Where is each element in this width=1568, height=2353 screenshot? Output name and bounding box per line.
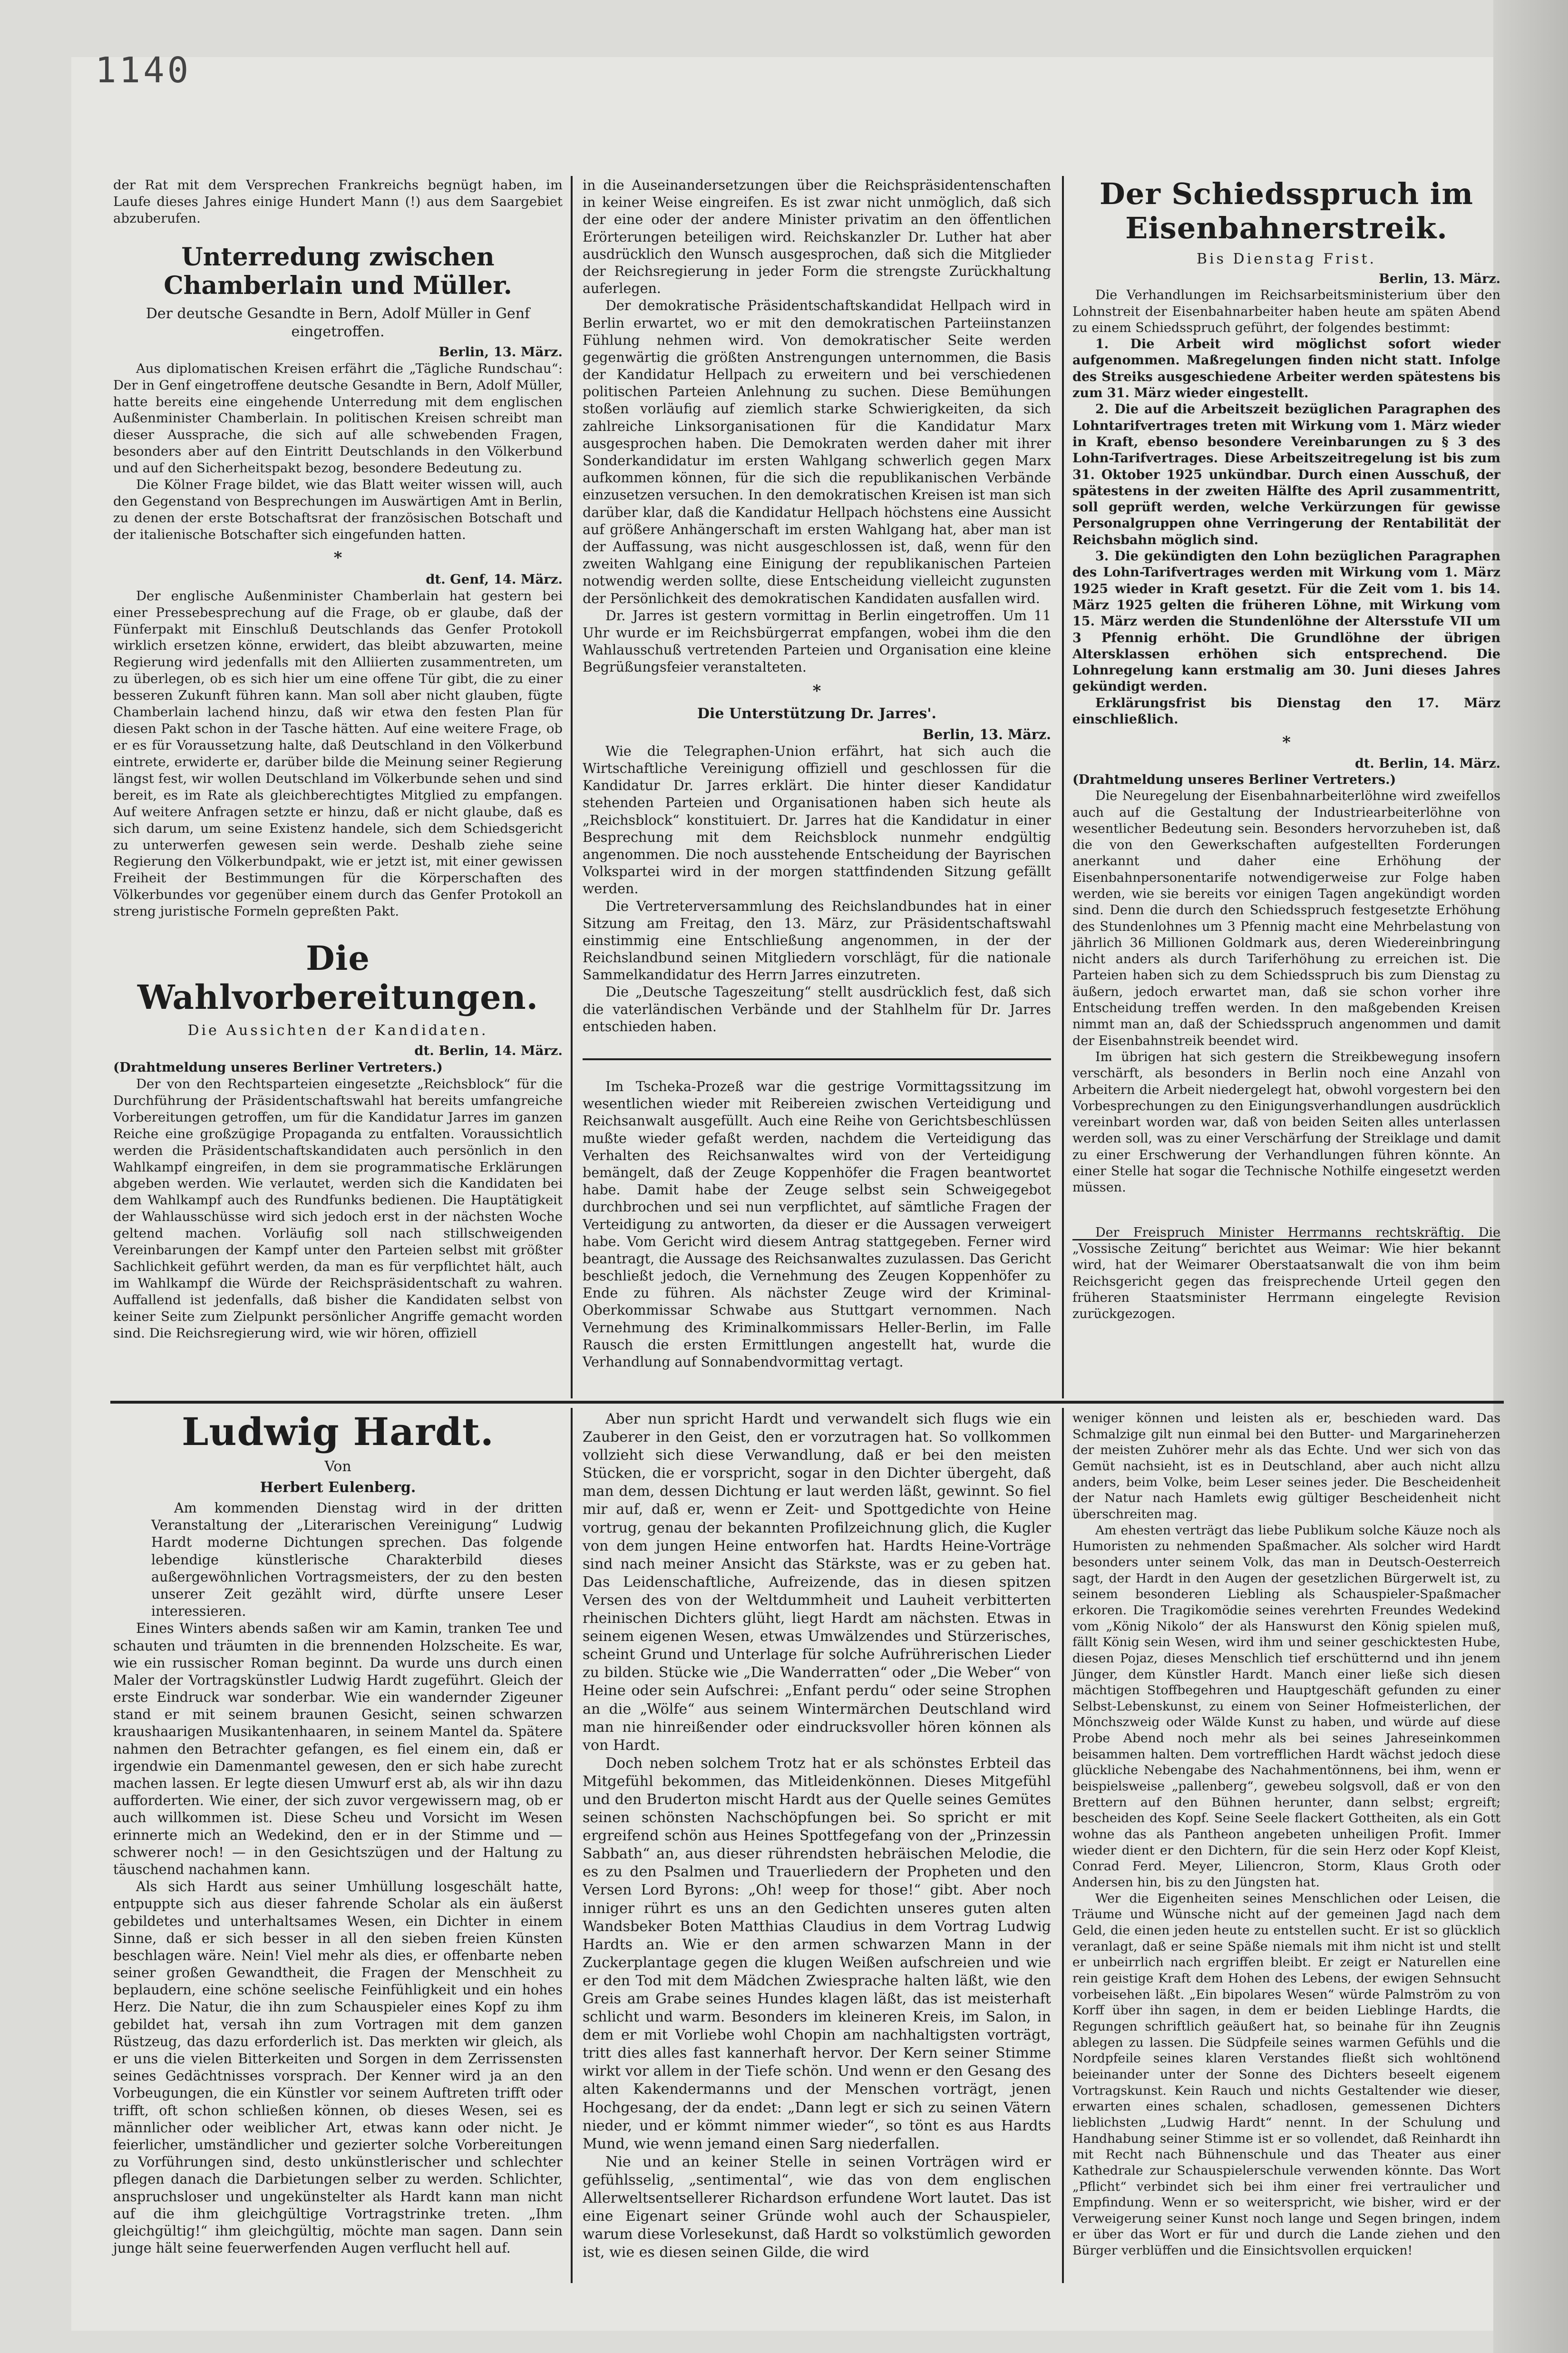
feuilleton-title: Ludwig Hardt. <box>182 1409 494 1454</box>
dateline: dt. Berlin, 14. März. <box>1354 756 1500 771</box>
ruling-item-1: 1. Die Arbeit wird möglichst sofort wieder aufgenommen. Maßregelungen finden nicht statt. Infolge des Streiks ausgeschiedene Arbeiter werden spätestens bis zum 31. März wieder eingestellt. <box>1072 337 1500 401</box>
feuilleton-intro: Am kommenden Dienstag wird in der dritten Veranstaltung der „Literarischen Vereinigung“ Ludwig Hardt moderne Dichtungen sprechen. Das folgende lebendige künstlerische Charakterbild dieses außergewöhnlichen Vortragsmeisters, der zu den besten unserer Zeit gezählt wird, dürfte unsere Leser interessieren. <box>151 1500 563 1620</box>
feuilleton-separator-rule <box>110 1401 1504 1404</box>
ruling-deadline: Erklärungsfrist bis Dienstag den 17. März einschließlich. <box>1072 695 1500 727</box>
headline-chamberlain-mueller: Unterredung zwischen Chamberlain und Müller. <box>164 242 512 300</box>
column-2 <box>583 177 1051 1371</box>
article-paragraph-tscheka: Im Tscheka-Prozeß war die gestrige Vormittagssitzung im wesentlichen wieder mit Reibereien zwischen Verteidigung und Reichsanwalt ausgefüllt. Auch eine Reihe von Gerichtsbeschlüssen mußte wieder gefaßt werden, nachdem die Verteidigung das Verhalten des Reichsanwaltes wird von der Verteidigung bemängelt, daß der Zeuge Koppenhöfer die Fragen beantwortet habe. Damit habe der Zeuge selbst sein Schweigegebot durchbrochen und sei nun verpflichtet, auf sämtliche Fragen der Verteidigung zu antworten, da dieser er die Aussagen verweigert habe. Vom Gericht wird diesem Antrag stattgegeben. Ferner wird beantragt, die Aussage des Reichsanwaltes zuzulassen. Das Gericht beschließt jedoch, die Vernehmung des Zeugen Koppenhöfer zu Ende zu führen. Als nächster Zeuge wird der Kriminal-Oberkommissar Schwabe aus Stuttgart vernommen. Nach Vernehmung des Kriminalkommissars Heller-Berlin, im Falle Rausch die ersten Ermittlungen angestellt hat, wurde die Verhandlung auf Sonnabendvormittag vertagt. <box>583 1079 1051 1370</box>
feuilleton-column-1 <box>113 1410 563 2257</box>
dateline: dt. Berlin, 14. März. <box>414 1043 563 1059</box>
article-paragraph: Im übrigen hat sich gestern die Streikbewegung insofern verschärft, als besonders in Berlin noch eine Anzahl von Arbeitern die Arbeit niedergelegt hat, obwohl vorgestern bei den Vorbesprechungen zu den Einigungsverhandlungen ausdrücklich vereinbart worden war, daß von beiden Seiten alles unterlassen werden soll, was zu einer Verschärfung der Streiklage und damit zu einer Erschwerung der Verhandlungen führen könnte. An einer Stelle hat sogar die Technische Nothilfe eingesetzt werden müssen. <box>1072 1049 1500 1195</box>
article-paragraph: in die Auseinandersetzungen über die Reichspräsidentenschaften in keiner Weise eingreifen. Es ist zwar nicht unmöglich, daß sich der eine oder der andere Minister privatim an den öffentlichen Erörterungen beteiligen wird. Reichskanzler Dr. Luther hat aber ausdrücklich den Wunsch ausgesprochen, daß sich die Mitglieder der Reichsregierung in jeder Form die strengste Zurückhaltung auferlegen. <box>583 177 1051 297</box>
column-rule-1 <box>571 176 573 1398</box>
dateline: dt. Genf, 14. März. <box>426 571 563 587</box>
column-1 <box>113 177 563 1342</box>
article-paragraph-herrmann: Der Freispruch Minister Herrmanns rechtskräftig. Die „Vossische Zeitung“ berichtet aus Weimar: Wie hier bekannt wird, hat der Weimarer Oberstaatsanwalt die von ihm beim Reichsgericht gegen das freisprechende Urteil gegen den früheren Staatsminister Herrmann eingelegte Revision zurückgezogen. <box>1072 1225 1500 1322</box>
feuilleton-paragraph: Wer die Eigenheiten seines Menschlichen oder Leisen, die Träume und Wünsche nicht auf der gemeinen Jagd nach dem Geld, die einen jeden heute zu entstellen sucht. Er ist so glücklich veranlagt, daß er seine Späße niemals mit ihm nicht ist und stellt er unbeirrlich nach ergriffen bleibt. Er zeigt er Naturellen eine rein geistige Kraft dem Hohen des Lebens, der ewigen Sehnsucht vorbeisehen läßt. „Ein bipolares Wesen“ würde Palmström zu von Korff über ihn sagen, in dem er beiden Lieblinge Hardts, die Regungen schriftlich geäußert hat, so beinahe für ihn Zeugnis ablegen zu lassen. Die Südpfeile seines warmen Gefühls und die Nordpfeile seines klaren Verstandes fließt sich wohltönend beieinander unter der Sonne des Dichters beseelt eigenem Vortragskunst. Kein Rauch und nichts Gestaltender wie dieser, erwarten eines schalen, schadlosen, gemessenen Dichters lieblichsten „Ludwig Hardt“ nennt. In der Schulung und Handhabung seiner Stimme ist er so vollendet, daß Reinhardt ihn mit Recht nach Bühnenschule und das Theater aus einer Kathedrale zur Schauspielerschule verwenden könnte. Das Wort „Pflicht“ verbindet sich bei ihm einer frei vertraulicher und Empfindung. Wenn er so weiterspricht, wie bisher, wird er der Verweigerung seiner Kunst noch lange und Segen bringen, indem er über das Wort er für und durch die Lande ziehen und den Bürger verblüffen und die Einsichtsvollen erquicken! <box>1072 1891 1500 2258</box>
subhead-schiedsspruch: Bis Dienstag Frist. <box>1196 251 1377 267</box>
section-star: * <box>1282 733 1291 752</box>
feuilleton-rule-1 <box>571 1408 573 2283</box>
page-edge-shadow <box>1493 0 1568 2353</box>
intro-text: der Rat mit dem Versprechen Frankreichs begnügt haben, im Laufe dieses Jahres einige Hundert Mann (!) aus dem Saargebiet abzuberufen. <box>113 177 563 226</box>
article-paragraph: Aus diplomatischen Kreisen erfährt die „Tägliche Rundschau“: Der in Genf eingetroffene deutsche Gesandte in Bern, Adolf Müller, hatte bereits eine eingehende Unterredung mit dem englischen Außenminister Chamberlain. In politischen Kreisen schreibt man dieser Aussprache, die sich auf alle schwebenden Fragen, besonders aber auf den Eintritt Deutschlands in den Völkerbund und auf den Sicherheitspakt bezog, besondere Bedeutung zu. <box>113 361 563 476</box>
feuilleton-byline-prefix: Von <box>324 1458 351 1475</box>
feuilleton-column-2 <box>583 1410 1051 2262</box>
headline-unterstuetzung-jarres: Die Unterstützung Dr. Jarres'. <box>697 705 936 722</box>
feuilleton-paragraph: Doch neben solchem Trotz hat er als schönstes Erbteil das Mitgefühl bekommen, das Mitleidenkönnen. Dieses Mitgefühl und den Bruderton mischt Hardt aus der Quelle seines Gemütes seinen schönsten Nachschöpfungen bei. So spricht er mit ergreifend schön aus Heines Spottfegefang von der „Prinzessin Sabbath“ an, aus dieser rührendsten hebräischen Melodie, die es zu den Psalmen und Trauerliedern der Propheten und den Versen Lord Byrons: „Oh! weep for those!“ gibt. Aber noch inniger rührt es uns an den Gedichten unseres guten alten Wandsbeker Boten Matthias Claudius in dem Vortrag Ludwig Hardts an. Wie er den armen schwarzen Mann in der Zuckerplantage gegen die klugen Weißen aufschreien und wie er den Tod mit dem Mädchen Zwiesprache halten läßt, wie den Greis am Grabe seines Hundes klagen läßt, das ist meisterhaft schlicht und warm. Besonders im kleineren Kreis, im Salon, in dem er mit Vorliebe wohl Chopin am nachhaltigsten vorträgt, tritt dies alles fast kannerhaft hervor. Der Kern seiner Stimme wirkt vor allem in der Tiefe schön. Und wenn er den Gesang des alten Kakendermanns und der Menschen vorträgt, jenen Hochgesang, der da endet: „Dann legt er sich zu seinen Vätern nieder, und er kömmt nimmer wieder“, so tönt es aus Hardts Mund, wie wenn jemand einen Sarg niederfallen. <box>583 1755 1051 2152</box>
column-3 <box>1072 177 1500 1322</box>
feuilleton-paragraph: Am ehesten verträgt das liebe Publikum solche Käuze noch als Humoristen zu nehmenden Spaßmacher. Als solcher wird Hardt besonders unter seinem Volk, das man in Deutsch-Oesterreich sagt, der Hardt in den Augen der gesetzlichen Bürgerwelt ist, zu seinem besonderen Liebling als Schauspieler-Spaßmacher erkoren. Die Tragikomödie seines verehrten Freundes Wedekind vom „König Nikolo“ der als Hanswurst den König spielen muß, fällt König sein Wesen, wird ihm und seiner geschicktesten Hube, diesen Pojaz, dieses Menschlich tief erschütternd und ihn jenem Jünger, dem Künstler Hardt. Manch einer ließe sich diesen mächtigen Stoffbegehren und Hauptgeschäft gefunden zu einer Selbst-Lebenskunst, zu einem von Seiner Hofmeisterlichen, der Mönchszweig oder Wälde Kunst zu haben, und würde auf diese Probe Abend noch mehr als bei seines Jahreseinkommen beisammen halten. Dem vortrefflichen Hardt wächst jedoch diese glückliche Nebengabe des Nachahmentönnens, bei ihm, wenn er beispielsweise „pallenberg“, gewebeu solgsvoll, daß er von den Brettern auf den Bühnen herunter, dann selbst; ergreift; bescheiden des Kopf. Seine Seele flackert Gottheiten, als ein Gott wohne das als Pantheon angebeten unheiligen Profit. Immer wieder dient er den Dichtern, für die sein Herz oder Kopf Kleist, Conrad Ferd. Meyer, Liliencron, Storm, Klaus Groth oder Andersen hin, bis zu den Jüngsten hat. <box>1072 1523 1500 1890</box>
article-paragraph: Der demokratische Präsidentschaftskandidat Hellpach wird in Berlin erwartet, wo er mit den demokratischen Parteiinstanzen Fühlung nehmen wird. Von demokratischer Seite werden gegenwärtig die größten Anstrengungen unternommen, die Basis der Kandidatur Hellpach zu erweitern und bei verschiedenen politischen Parteien Anlehnung zu suchen. Diese Bemühungen stoßen vorläufig auf ziemlich starke Schwierigkeiten, da sich zahlreiche Linksorganisationen für die Kandidatur Marx ausgesprochen haben. Die Demokraten werden daher mit ihrer Sonderkandidatur im ersten Wahlgang schwerlich gegen Marx aufkommen können, für die sich die republikanischen Verbände einzusetzen versuchen. In den demokratischen Kreisen ist man sich darüber klar, daß die Kandidatur Hellpach höchstens eine Aussicht auf größere Anhängerschaft im ersten Wahlgang hat, aber man ist der Auffassung, was nicht ausgeschlossen ist, daß, wenn für den zweiten Wahlgang eine Einigung der republikanischen Parteien notwendig werden sollte, diese Entscheidung vielleicht zugunsten der Persönlichkeit des demokratischen Kandidaten ausfallen wird. <box>583 298 1051 606</box>
dateline: Berlin, 13. März. <box>438 344 563 360</box>
ruling-item-3: 3. Die gekündigten den Lohn bezüglichen Paragraphen des Lohn-Tarifvertrages werden mit Wirkung vom 1. März 1925 wieder in Kraft gesetzt. Für die Zeit vom 1. bis 14. März 1925 gelten die früheren Löhne, mit Wirkung vom 15. März werden die Stundenlöhne der Altersstufe VII um 3 Pfennig erhöht. Die Grundlöhne der übrigen Altersklassen erhöhen sich entsprechend. Die Lohnregelung kann erstmalig am 30. Juni dieses Jahres gekündigt werden. <box>1072 549 1500 694</box>
feuilleton-rule-2 <box>1062 1408 1064 2283</box>
feuilleton-paragraph: Eines Winters abends saßen wir am Kamin, tranken Tee und schauten und träumten in die brennenden Holzscheite. Es war, wie ein russischer Roman beginnt. Da wurde uns durch einen Maler der Vortragskünstler Ludwig Hardt zugeführt. Gleich der erste Eindruck war sonderbar. Wie ein wandernder Zigeuner stand er mit seinem braunen Gesicht, seinen schwarzen kraushaarigen Musikantenhaaren, in seinem Mantel da. Spätere nahmen den Betrachter gefangen, es fiel einem ein, daß er irgendwie ein Damenmantel gewesen, den er sich habe zurecht machen lassen. Er legte diesen Umwurf erst ab, als wir ihn dazu aufforderten. Wie einer, der sich zuvor vergewissern mag, ob er auch willkommen ist. Diese Scheu und Vorsicht im Wesen erinnerte mich an Wedekind, den er in der Stimme und — schwerer noch! — in den Gesichtszügen und der Haltung zu täuschend nachahmen kann. <box>113 1621 563 1877</box>
wire-note: (Drahtmeldung unseres Berliner Vertreters.) <box>1072 772 1396 787</box>
dateline: Berlin, 13. März. <box>922 726 1051 742</box>
article-paragraph: Die Kölner Frage bildet, wie das Blatt weiter wissen will, auch den Gegenstand von Besprechungen im Auswärtigen Amt in Berlin, zu denen der erste Botschaftsrat der französischen Botschaft und der italienische Botschafter sich eingefunden hatten. <box>113 477 563 542</box>
feuilleton-author: Herbert Eulenberg. <box>260 1479 416 1496</box>
article-paragraph: Die Neuregelung der Eisenbahnarbeiterlöhne wird zweifellos auch auf die Gestaltung der Industriearbeiterlöhne von wesentlicher Bedeutung sein. Besonders hervorzuheben ist, daß die von den Gewerkschaften aufgestellten Forderungen anerkannt und daher eine Erhöhung der Eisenbahnpersonentarife notwendigerweise zur Folge haben werden, wie sie bereits vor einigen Tagen angekündigt worden sind. Denn die durch den Schiedsspruch festgesetzte Erhöhung des Stundenlohnes um 3 Pfennig macht eine Mehrbelastung von jährlich 36 Millionen Goldmark aus, deren Wiedereinbringung nicht anders als durch Tariferhöhung zu erreichen ist. Die Parteien haben sich zu dem Schiedsspruch bis zum Dienstag zu äußern, jedoch erwartet man, daß sie schon vorher ihre Entscheidung treffen werden. In den maßgebenden Kreisen nimmt man an, daß der Schiedsspruch angenommen und damit der Eisenbahnstreik beendet wird. <box>1072 789 1500 1048</box>
headline-schiedsspruch: Der Schiedsspruch im Eisenbahnerstreik. <box>1100 176 1473 245</box>
feuilleton-paragraph: Aber nun spricht Hardt und verwandelt sich flugs wie ein Zauberer in den Geist, den er vorzutragen hat. So vollkommen vollzieht sich diese Verwandlung, daß er bei den meisten Stücken, die er vorspricht, sogar in den Dichter übergeht, daß man dem, dessen Dichtung er laut werden läßt, gewinnt. So fiel mir auf, daß er, wenn er Zeit- und Spottgedichte von Heine vortrug, genau der bekannten Profilzeichnung glich, die Kugler von dem jungen Heine entworfen hat. Hardts Heine-Vorträge sind nach meiner Ansicht das Stärkste, was er zu geben hat. Das Leidenschaftliche, Aufreizende, das in diesen spitzen Versen des von der Weltdummheit und Lauheit verbitterten rheinischen Dichters glüht, liegt Hardt am nächsten. Etwas in seinem eigenen Wesen, etwas Umwälzendes und Stürzerisches, scheint Grund und Unterlage für solche Aufrührerischen Lieder zu bilden. Stücke wie „Die Wanderratten“ oder „Die Weber“ von Heine oder sein Aufschrei: „Enfant perdu“ oder seine Strophen an die „Wölfe“ aus seinem Wintermärchen Deutschland wird man nie hinreißender oder eindrucksvoller hören können als von Hardt. <box>583 1411 1051 1754</box>
section-star: * <box>812 682 821 701</box>
article-paragraph: Wie die Telegraphen-Union erfährt, hat sich auch die Wirtschaftliche Vereinigung offiziell und geschlossen für die Kandidatur Dr. Jarres erklärt. Die hinter dieser Kandidatur stehenden Parteien und Organisationen haben sich heute als „Reichsblock“ konstituiert. Dr. Jarres hat die Kandidatur in einer Besprechung mit dem Reichsblock nunmehr endgültig angenommen. Die noch ausstehende Entscheidung der Bayrischen Volkspartei wird in der morgen stattfindenden Sitzung gefällt werden. <box>583 743 1051 897</box>
feuilleton-paragraph: Nie und an keiner Stelle in seinen Vorträgen wird er gefühlsselig, „sentimental“, wie das von dem englischen Allerweltsentsellerer Richardson erfundene Wort lautet. Das ist eine Eigenart seiner Gründe wohl auch der Schauspieler, warum diese Vorlesekunst, daß Hardt so volkstümlich geworden ist, wie es diesen seinen Gilde, die wird <box>583 2153 1051 2261</box>
section-star: * <box>333 548 342 567</box>
feuilleton-column-3 <box>1072 1410 1500 2259</box>
wire-note: (Drahtmeldung unseres Berliner Vertreters.) <box>113 1060 443 1075</box>
ruling-item-2: 2. Die auf die Arbeitszeit bezüglichen Paragraphen des Lohntarifvertrages treten mit Wirkung vom 1. März wieder in Kraft, ebenso besondere Vereinbarungen zu § 3 des Lohn-Tarifvertrages. Diese Arbeitszeitregelung ist bis zum 31. Oktober 1925 unkündbar. Durch einen Ausschuß, der spätestens in der zweiten Hälfte des April zusammentritt, soll geprüft werden, welche Verkürzungen für gewisse Personalgruppen ohne Verringerung der Rentabilität der Reichsbahn möglich sind. <box>1072 402 1500 547</box>
subhead-chamberlain-mueller: Der deutsche Gesandte in Bern, Adolf Müller in Genf eingetroffen. <box>146 305 530 340</box>
article-paragraph: Die „Deutsche Tageszeitung“ stellt ausdrücklich fest, daß sich die vaterländischen Verbände und der Stahlhelm für Dr. Jarres entschieden haben. <box>583 984 1051 1035</box>
article-paragraph: Der von den Rechtsparteien eingesetzte „Reichsblock“ für die Durchführung der Präsidentschaftswahl hat bereits umfangreiche Vorbereitungen getroffen, um für die Kandidatur Jarres im ganzen Reiche eine großzügige Propaganda zu entfalten. Voraussichtlich werden die Präsidentschaftskandidaten auch persönlich in den Wahlkampf eingreifen, in dem sie programmatische Erklärungen abgeben werden. Wie verlautet, werden sich die Kandidaten bei dem Wahlkampf auch des Rundfunks bedienen. Die Hauptätigkeit der Wahlausschüsse wird sich jedoch erst in der nächsten Woche geltend machen. Vorläufig soll nach stillschweigenden Vereinbarungen der Kampf unter den Parteien selbst mit größter Sachlichkeit geführt werden, da man es für verpflichtet hält, auch im Wahlkampf die Würde der Reichspräsidentschaft zu wahren. Auffallend ist jedenfalls, daß bisher die Kandidaten selbst von keiner Seite zum Zielpunkt persönlicher Angriffe gemacht worden sind. Die Reichsregierung wird, wie wir hören, offiziell <box>113 1076 563 1341</box>
page-number: 1140 <box>95 50 192 91</box>
subhead-wahlvorbereitungen: Die Aussichten der Kandidaten. <box>187 1022 488 1039</box>
feuilleton-paragraph: Als sich Hardt aus seiner Umhüllung losgeschält hatte, entpuppte sich aus dieser fahrende Scholar als ein äußerst gebildetes und unterhaltsames Wesen, ein Dichter in einem Sinne, daß er sich besser in all den sieben freien Künsten beschlagen wäre. Nein! Viel mehr als dies, er offenbarte neben seiner großen Gewandtheit, die Fragen der Menschheit zu beplaudern, eine schöne seelische Feinfühligkeit und ein hohes Herz. Die Natur, die ihn zum Schauspieler eines Kopf zu ihm gebildet hat, versah ihn zum Vortragen mit dem ganzen Rüstzeug, das dazu erforderlich ist. Das merkten wir gleich, als er uns die vielen Bitterkeiten und Sorgen in dem Zerrissensten seines Gedächtnisses vorsprach. Der Kenner wird ja an den Vorbeugungen, die ein Künstler vor seinem Auftreten trifft oder trifft, oft schon schließen können, ob dieses Wesen, sei es männlicher oder weiblicher Art, etwas kann oder nicht. Je feierlicher, umständlicher und gezierter solche Vorbereitungen zu Vorführungen sind, desto unkünstlerischer und schlechter pflegen danach die Darbietungen selber zu werden. Schlichter, anspruchsloser und ungekünstelter als Hardt kann man nicht auf die ihm gleichgültige Vortragstrinke treten. „Ihm gleichgültig!“ ihm gleichgültig, möchte man sagen. Dann sein junge hält seine feuerwerfenden Augen verflucht hell auf. <box>113 1879 563 2256</box>
article-paragraph: Die Vertreterversammlung des Reichslandbundes hat in einer Sitzung am Freitag, den 13. März, zur Präsidentschaftswahl einstimmig eine Entschließung angenommen, in der der Reichslandbund seinen Mitgliedern vorschlägt, für die nationale Sammelkandidatur des Herrn Jarres einzutreten. <box>583 898 1051 983</box>
column-rule-2 <box>1062 176 1064 1398</box>
dateline: Berlin, 13. März. <box>1379 272 1500 286</box>
article-paragraph: Die Verhandlungen im Reichsarbeitsministerium über den Lohnstreit der Eisenbahnarbeiter haben heute am späten Abend zu einem Schiedsspruch geführt, der folgendes bestimmt: <box>1072 288 1500 335</box>
article-paragraph: Der englische Außenminister Chamberlain hat gestern bei einer Pressebesprechung auf die Frage, ob er glaube, daß der Fünferpakt mit Einschluß Deutschlands das Genfer Protokoll wirklich ersetzen könne, erwidert, das bleibt abzuwarten, meine Regierung wird jedenfalls mit den Alliierten zusammentreten, um zu überlegen, ob es sich hier um eine offene Tür gibt, die zu einer besseren Zukunft führen kann. Man soll aber nicht glauben, fügte Chamberlain lachend hinzu, daß wir etwa den festen Plan für diesen Pakt schon in der Tasche hätten. Auf eine weitere Frage, ob er es für Voraussetzung halte, daß Deutschland in den Völkerbund eintrete, erwiderte er, darüber bilde die Meinung seiner Regierung längst fest, wir wollen Deutschland im Völkerbunde sehen und sind bereit, es im Rate als gleichberechtigtes Mitglied zu empfangen. Auf weitere Anfragen setzte er hinzu, daß er nicht glaube, daß es sich darum, um seine Existenz handele, sich dem Schiedsgericht zu unterwerfen gewesen sein werde. Deshalb ziehe seine Regierung den Völkerbundpakt, wie er jetzt ist, mit einer gewissen Freiheit der Bestimmungen für die Körperschaften des Völkerbundes vor gegenüber einem durch das Genfer Protokoll an streng juristische Formeln gepreßten Pakt. <box>113 588 563 919</box>
article-paragraph: Dr. Jarres ist gestern vormittag in Berlin eingetroffen. Um 11 Uhr wurde er im Reichsbürgerrat empfangen, wobei ihm die den Wahlausschuß vertretenden Parteien und Organisation eine kleine Begrüßungsfeier veranstalteten. <box>583 607 1051 675</box>
feuilleton-paragraph: weniger können und leisten als er, beschieden ward. Das Schmalzige gilt nun einmal bei den Butter- und Margarineherzen der meisten Zuhörer mehr als das Echte. Und wer sich von das Gemüt nachsieht, ist es in Deutschland, aber auch nicht allzu anders, beim Volke, beim Leser seines jeder. Die Bescheidenheit der Natur nach Hamlets ewig gültiger Bescheidenheit nicht überschreiten mag. <box>1072 1411 1500 1522</box>
headline-wahlvorbereitungen: Die Wahlvorbereitungen. <box>137 938 538 1017</box>
